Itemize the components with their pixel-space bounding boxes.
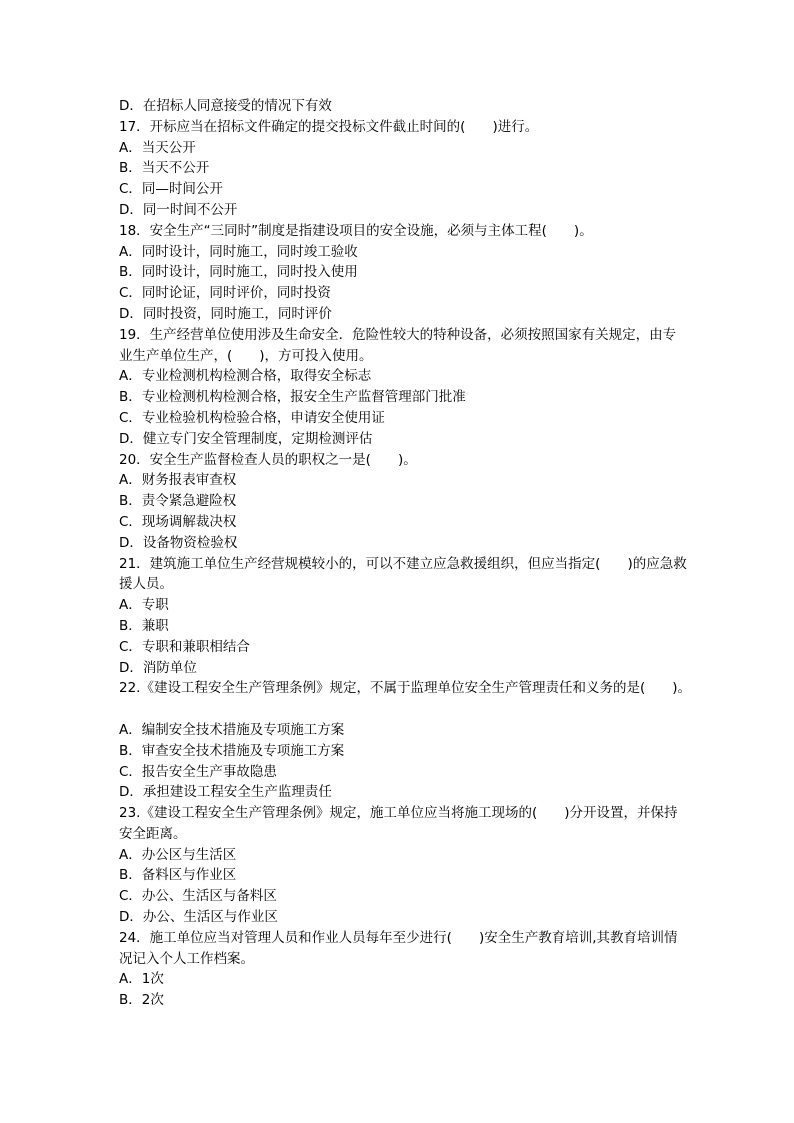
text-line: 18．安全生产“三同时”制度是指建设项目的安全设施，必须与主体工程( )。 [119,222,593,239]
text-line: 17．开标应当在招标文件确定的提交投标文件截止时间的( )进行。 [119,118,539,135]
text-line: A．1次 [119,971,164,988]
text-line: B．专业检测机构检测合格，报安全生产监督管理部门批准 [119,389,466,406]
text-line: B．审查安全技术措施及专项施工方案 [119,742,345,759]
text-line: D．办公、生活区与作业区 [119,909,278,926]
text-line: A．编制安全技术措施及专项施工方案 [119,721,345,738]
blank-line [119,699,719,720]
text-line: A．同时设计，同时施工，同时竣工验收 [119,243,358,260]
text-line: A．财务报表审查权 [119,472,237,489]
text-line: C．同时论证，同时评价，同时投资 [119,285,331,302]
text-line: A．专职 [119,597,169,614]
text-line: 业生产单位生产，( )，方可投入使用。 [119,347,373,364]
text-line: D．在招标人同意接受的情况下有效 [119,98,332,114]
text-line: 24．施工单位应当对管理人员和作业人员每年至少进行( )安全生产教育培训,其教育培训情 [119,929,678,946]
text-line: C．专职和兼职相结合 [119,638,250,655]
text-line: 22.《建设工程安全生产管理条例》规定，不属于监理单位安全生产管理责任和义务的是( )。 [119,680,692,697]
text-line: 23.《建设工程安全生产管理条例》规定，施工单位应当将施工现场的( )分开设置，并保持 [119,805,678,822]
text-line: C．现场调解裁决权 [119,513,237,530]
text-line: C．办公、生活区与备料区 [119,888,277,905]
text-line: B．兼职 [119,617,169,634]
text-line: 况记入个人工作档案。 [119,950,254,967]
text-line: 21．建筑施工单位生产经营规模较小的，可以不建立应急救援组织，但应当指定( )的应急救 [119,555,687,572]
text-line: A．当天公开 [119,139,196,156]
text-line: D．健立专门安全管理制度，定期检测评估 [119,430,373,447]
text-line: B．2次 [119,992,164,1009]
text-line: 20．安全生产监督检查人员的职权之一是( )。 [119,451,417,468]
text-line: A．办公区与生活区 [119,846,237,863]
text-line: C．专业检验机构检验合格，申请安全使用证 [119,409,385,426]
text-line: A．专业检测机构检测合格，取得安全标志 [119,368,372,385]
text-line: D．承担建设工程安全生产监理责任 [119,784,332,801]
text-line: 安全距离。 [119,825,187,842]
text-line: D．同时投资，同时施工，同时评价 [119,305,332,322]
text-line: D．同一时间不公开 [119,201,238,218]
text-line: D．设备物资检验权 [119,534,238,551]
text-line: D．消防单位 [119,659,197,676]
text-line: 19．生产经营单位使用涉及生命安全．危险性较大的特种设备，必须按照国家有关规定，由专 [119,326,677,343]
text-line: B．责令紧急避险权 [119,493,237,510]
text-line: B．备料区与作业区 [119,867,237,884]
text-line: C．同—时间公开 [119,181,223,198]
text-line: B．当天不公开 [119,160,210,177]
text-line: B．同时设计，同时施工，同时投入使用 [119,264,358,281]
text-line: C．报告安全生产事故隐患 [119,763,277,780]
document-body [119,96,719,1011]
text-line: 援人员。 [119,576,173,593]
